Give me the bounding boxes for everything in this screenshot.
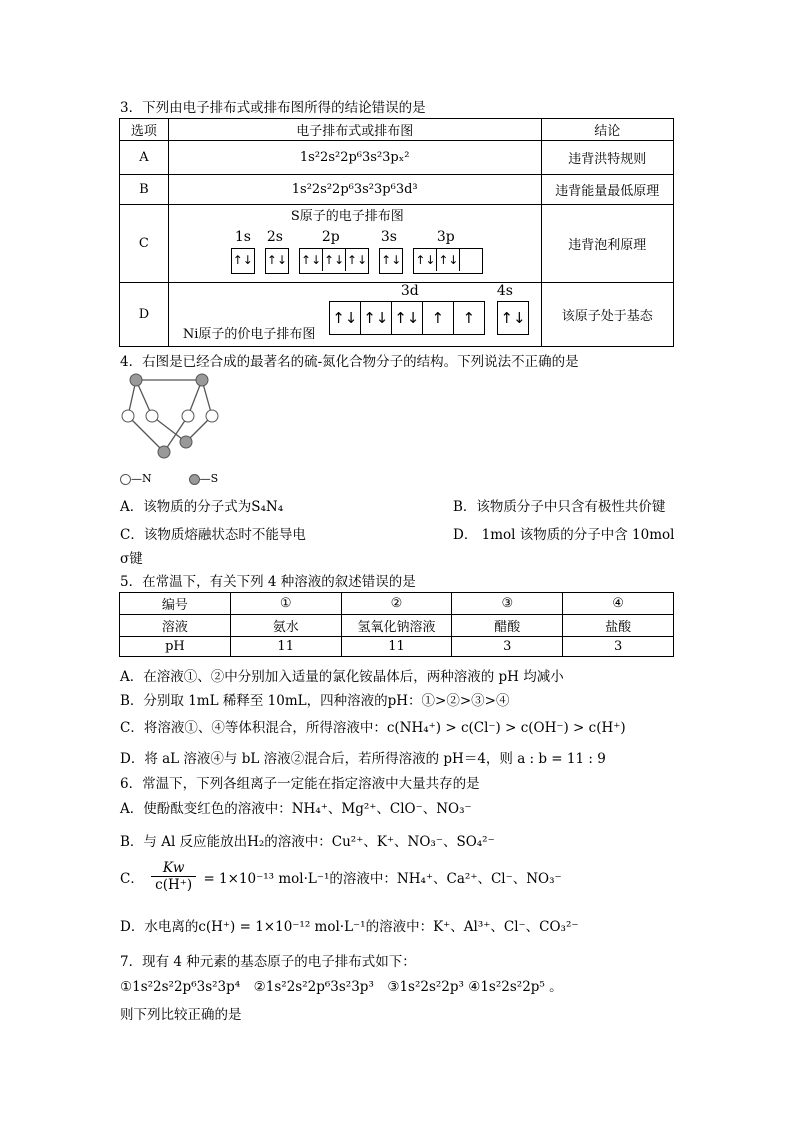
- q5-cell: 11: [230, 637, 341, 657]
- q3-row-a-config: 1s²2s²2p⁶3s²3pₓ²: [168, 141, 541, 175]
- arrow-pair-icon: ↑↓: [392, 302, 423, 334]
- q5-option-d: D．将 aL 溶液④与 bL 溶液②混合后，若所得溶液的 pH＝4，则 a : b = 11 : 9: [120, 751, 606, 767]
- arrow-pair-icon: ↑↓: [323, 249, 346, 271]
- q3-row-d-option: D: [120, 283, 169, 347]
- q4-option-d-cont: σ键: [120, 551, 143, 567]
- orbital-label-3d: 3d: [400, 283, 419, 299]
- ni-caption: Ni原子的价电子排布图: [182, 327, 316, 342]
- arrow-pair-icon: ↑↓: [361, 302, 392, 334]
- q5-cell: 溶液: [120, 615, 231, 637]
- q5-cell: ②: [341, 593, 452, 615]
- q5-cell: 3: [452, 637, 563, 657]
- q4-option-d: D． 1mol 该物质的分子中含 10mol: [453, 527, 675, 543]
- q7-configs: ①1s²2s²2p⁶3s²3p⁴ ②1s²2s²2p⁶3s²3p³ ③1s²2s²2p³ ④1s²2s²2p⁵ 。: [120, 979, 563, 995]
- q3-row-d-diagram: [168, 283, 541, 347]
- q6-option-b: B．与 Al 反应能放出H₂的溶液中：Cu²⁺、K⁺、NO₃⁻、SO₄²⁻: [120, 834, 495, 850]
- q6-option-d: D．水电离的c(H⁺) = 1×10⁻¹² mol·L⁻¹的溶液中：K⁺、Al³⁺、Cl⁻、CO₃²⁻: [120, 919, 579, 935]
- q3-row-b-config: 1s²2s²2p⁶3s²3p⁶3d³: [168, 175, 541, 205]
- arrow-pair-icon: ↑↓: [232, 253, 253, 267]
- box-3p: [413, 248, 483, 274]
- s-orbital-caption: S原子的电子排布图: [290, 209, 404, 224]
- q3-table: [119, 118, 674, 347]
- fraction-numerator: Kw: [151, 860, 196, 877]
- box-1s: [231, 248, 255, 274]
- s-orbital-boxes: [231, 248, 484, 274]
- q6-option-c: [120, 860, 562, 900]
- fraction-denominator: c(H⁺): [155, 877, 193, 893]
- q3-row-b-conclusion: 违背能量最低原理: [541, 175, 673, 205]
- q7-stem: 7．现有 4 种元素的基态原子的电子排布式如下：: [120, 954, 416, 970]
- q5-cell: 11: [341, 637, 452, 657]
- orbital-label-2s: 2s: [266, 229, 283, 245]
- q5-cell: 氢氧化钠溶液: [341, 615, 452, 637]
- q3-row-a-option: A: [120, 141, 169, 175]
- arrow-pair-icon: ↑↓: [381, 253, 402, 267]
- arrow-pair-icon: ↑↓: [266, 253, 287, 267]
- q5-cell: pH: [120, 637, 231, 657]
- arrow-pair-icon: ↑↓: [437, 249, 460, 271]
- q4-option-b: B．该物质分子中只含有极性共价键: [453, 499, 666, 515]
- q5-option-b: B．分别取 1mL 稀释至 10mL，四种溶液的pH：①>②>③>④: [120, 693, 510, 709]
- box-2s: [265, 248, 289, 274]
- q7-follow: 则下列比较正确的是: [120, 1007, 242, 1023]
- q5-cell: 氨水: [230, 615, 341, 637]
- box-3s: [379, 248, 403, 274]
- ni-orbital-boxes: [329, 301, 529, 335]
- fraction: [151, 860, 196, 893]
- s-atom-legend-icon: [189, 474, 200, 485]
- molecule-legend: —N —S: [120, 472, 218, 486]
- q4-stem: 4．右图是已经合成的最著名的硫-氮化合物分子的结构。下列说法不正确的是: [120, 354, 579, 370]
- q3-row-d-conclusion: 该原子处于基态: [541, 283, 673, 347]
- orbital-label-4s: 4s: [496, 283, 513, 299]
- arrow-pair-icon: ↑↓: [330, 302, 361, 334]
- legend-s-label: S: [210, 472, 219, 485]
- q5-cell: 3: [563, 637, 674, 657]
- q6-option-c-rest: = 1×10⁻¹³ mol·L⁻¹的溶液中：NH₄⁺、Ca²⁺、Cl⁻、NO₃⁻: [203, 870, 562, 887]
- q5-table: [119, 592, 674, 657]
- q3-row-a-conclusion: 违背洪特规则: [541, 141, 673, 175]
- q3-row-c-option: C: [120, 205, 169, 283]
- arrow-up-icon: ↑: [462, 309, 476, 327]
- s4n4-structure-svg: [118, 370, 226, 460]
- box-4s: [497, 301, 529, 335]
- arrow-pair-icon: ↑↓: [300, 249, 323, 271]
- s4n4-molecule-diagram: [118, 370, 226, 460]
- orbital-label-3s: 3s: [380, 229, 397, 245]
- q5-cell: 醋酸: [452, 615, 563, 637]
- arrow-pair-icon: ↑↓: [347, 253, 368, 267]
- box-2p: [299, 248, 369, 274]
- orbital-label-3p: 3p: [436, 229, 455, 245]
- orbital-label-2p: 2p: [321, 229, 340, 245]
- arrow-pair-icon: ↑↓: [414, 249, 437, 271]
- n-atom-legend-icon: [120, 474, 131, 485]
- q3-header-conclusion: 结论: [541, 119, 673, 141]
- legend-n-label: N: [142, 472, 152, 485]
- q6-option-a: A．使酚酞变红色的溶液中：NH₄⁺、Mg²⁺、ClO⁻、NO₃⁻: [120, 801, 472, 817]
- q5-cell: ④: [563, 593, 674, 615]
- q5-cell: 编号: [120, 593, 231, 615]
- q4-option-a: A．该物质的分子式为S₄N₄: [120, 499, 284, 515]
- orbital-label-1s: 1s: [234, 229, 251, 245]
- q6-option-c-prefix: C．: [120, 870, 144, 887]
- q5-cell: ①: [230, 593, 341, 615]
- q4-option-c: C．该物质熔融状态时不能导电: [120, 527, 306, 543]
- q3-row-c-conclusion: 违背泡利原理: [541, 205, 673, 283]
- q5-option-a: A．在溶液①、②中分别加入适量的氯化铵晶体后，两种溶液的 pH 均减小: [120, 669, 564, 685]
- q3-stem: 3．下列由电子排布式或排布图所得的结论错误的是: [120, 100, 426, 116]
- box-3d: [329, 301, 485, 335]
- q5-cell: 盐酸: [563, 615, 674, 637]
- q3-row-b-option: B: [120, 175, 169, 205]
- q5-stem: 5．在常温下，有关下列 4 种溶液的叙述错误的是: [120, 574, 416, 590]
- q5-option-c: C．将溶液①、④等体积混合，所得溶液中：c(NH₄⁺) > c(Cl⁻) > c(OH⁻) > c(H⁺): [120, 720, 626, 736]
- q3-header-option: 选项: [120, 119, 169, 141]
- arrow-up-icon: ↑: [423, 302, 454, 334]
- q6-stem: 6．常温下，下列各组离子一定能在指定溶液中大量共存的是: [120, 776, 480, 792]
- q5-cell: ③: [452, 593, 563, 615]
- empty-orbital-icon: [460, 249, 482, 271]
- arrow-pair-icon: ↑↓: [500, 309, 526, 327]
- q3-row-c-diagram: [168, 205, 541, 283]
- q3-header-config: 电子排布式或排布图: [168, 119, 541, 141]
